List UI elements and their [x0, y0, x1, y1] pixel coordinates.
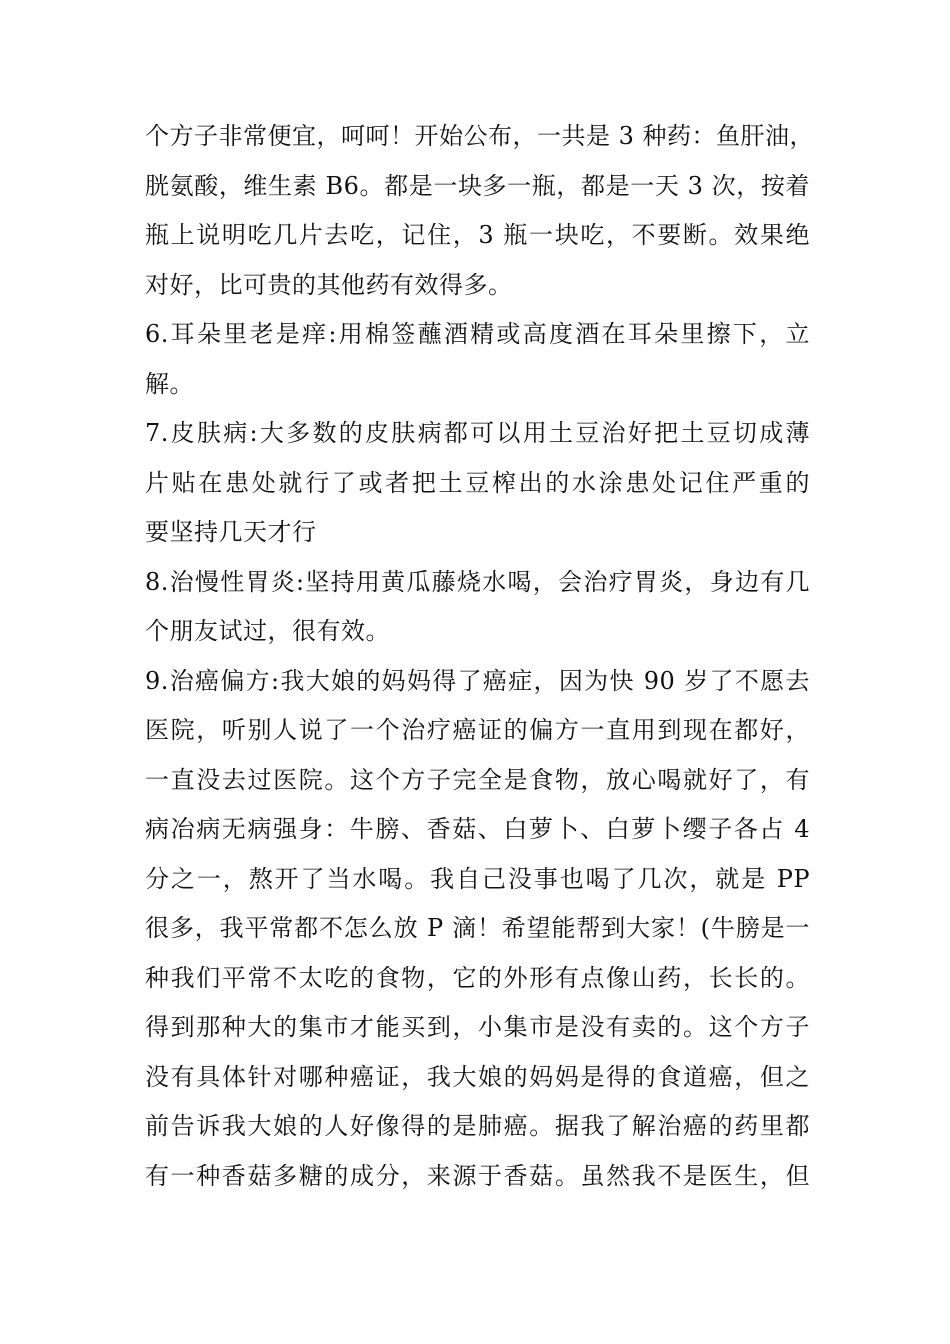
text-line: 种我们平常不太吃的食物，它的外形有点像山药，长长的。	[145, 963, 810, 992]
text-line: 7.皮肤病:大多数的皮肤病都可以用土豆治好把土豆切成薄	[145, 419, 810, 447]
text-line: 前告诉我大娘的人好像得的是肺癌。据我了解治癌的药里都	[145, 1112, 810, 1140]
text-line: 得到那种大的集市才能买到，小集市是没有卖的。这个方子	[145, 1013, 810, 1041]
text-line: 6.耳朵里老是痒:用棉签蘸酒精或高度酒在耳朵里擦下，立	[145, 320, 810, 348]
text-line: 要坚持几天才行	[145, 518, 317, 546]
text-line: 9.治癌偏方:我大娘的妈妈得了癌症，因为快 90 岁了不愿去	[145, 666, 810, 695]
text-line: 胱氨酸，维生素 B6。都是一块多一瓶，都是一天 3 次，按着	[145, 171, 810, 200]
text-line: 个方子非常便宜，呵呵！开始公布，一共是 3 种药：鱼肝油，	[145, 122, 815, 150]
text-line: 个朋友试过，很有效。	[145, 617, 390, 645]
text-line: 没有具体针对哪种癌证，我大娘的妈妈是得的食道癌，但之	[145, 1062, 810, 1091]
text-line: 解。	[145, 369, 194, 398]
text-line: 一直没去过医院。这个方子完全是食物，放心喝就好了，有	[145, 765, 810, 794]
text-line: 分之一，熬开了当水喝。我自己没事也喝了几次，就是 PP	[145, 864, 810, 893]
text-line: 医院，听别人说了一个治疗癌证的偏方一直用到现在都好，	[145, 716, 810, 744]
text-line: 很多，我平常都不怎么放 P 滴！希望能帮到大家！(牛膀是一	[145, 914, 810, 942]
text-line: 瓶上说明吃几片去吃，记住，3 瓶一块吃，不要断。效果绝	[145, 221, 810, 249]
text-line: 有一种香菇多糖的成分，来源于香菇。虽然我不是医生，但	[145, 1161, 810, 1190]
text-line: 病冶病无病强身：牛膀、香菇、白萝卜、白萝卜缨子各占 4	[145, 815, 810, 843]
body-text	[145, 112, 815, 1201]
text-line: 对好，比可贵的其他药有效得多。	[145, 270, 513, 299]
text-line: 8.治慢性胃炎:坚持用黄瓜藤烧水喝，会治疗胃炎，身边有几	[145, 567, 810, 596]
text-line: 片贴在患处就行了或者把土豆榨出的水涂患处记住严重的	[145, 468, 810, 497]
